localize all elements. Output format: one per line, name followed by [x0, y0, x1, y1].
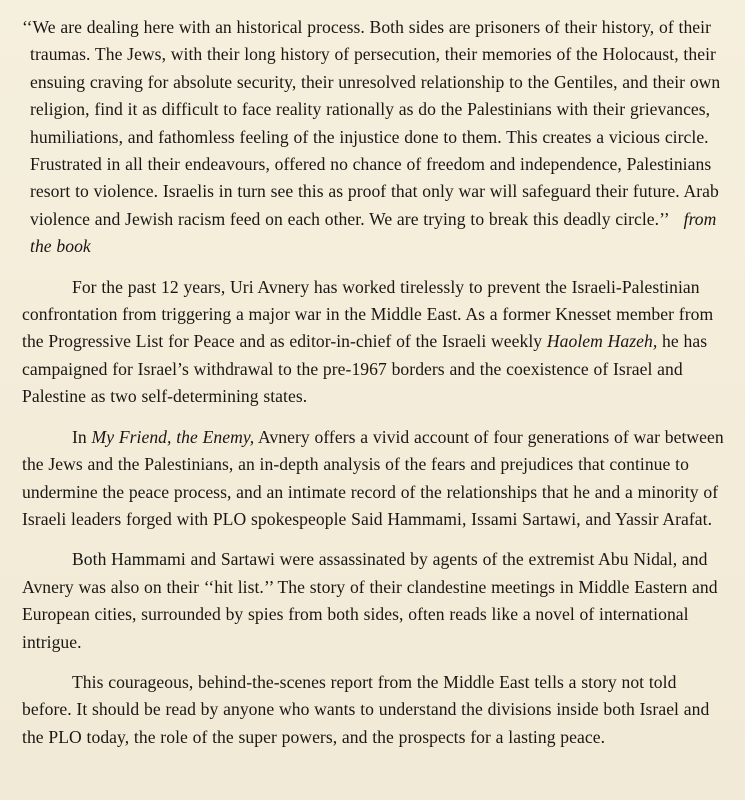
book-summary-paragraph [22, 424, 727, 534]
assassination-paragraph: Both Hammami and Sartawi were assassinated by agents of the extremist Abu Nidal, and Avnery was also on their ‘‘hit list.’’ The story of their clandestine meetings in Middle Eastern and European cities, surrounded by spies from both sides, often reads like a novel of international intrigue. [22, 549, 718, 652]
opening-quote-paragraph [22, 14, 727, 261]
author-background-text-1: For the past 12 years, Uri Avnery has worked tirelessly to prevent the Israeli-Palestinian confrontation from triggering a major war in the Middle East. As a former Knesset member from the Progressive List for Peace and as editor-in-chief of the Israeli weekly [22, 276, 714, 352]
publication-title: Haolem Hazeh, [546, 331, 658, 352]
book-title: My Friend, the Enemy, [91, 426, 255, 447]
author-background-paragraph [22, 274, 727, 411]
book-summary-text-2: Avnery offers a vivid account of four generations of war between the Jews and the Palestinians, an in-depth analysis of the fears and prejudices that continue to undermine the peace process, and an intimate record of the relationships that he and a minority of Israeli leaders forged with PLO spokespeople Said Hammami, Issami Sartawi, and Yassir Arafat. [22, 426, 724, 529]
quote-text: ‘‘We are dealing here with an historical process. Both sides are prisoners of their history, of their traumas. The Jews, with their long history of persecution, their memories of the Holocaust, their ensuing craving for absolute security, their unresolved relationship to the Gentiles, and their own religion, find it as difficult to face reality rationally as do the Palestinians with their grievances, humiliations, and fathomless feeling of the injustice done to them. This creates a vicious circle. Frustrated in all their endeavours, offered no chance of freedom and independence, Palestinians resort to violence. Israelis in turn see this as proof that only war will safeguard their future. Arab violence and Jewish racism feed on each other. We are trying to break this deadly circle.’’ [22, 17, 721, 229]
author-background-text-2: he has campaigned for Israel’s withdrawal to the pre-1967 borders and the coexistence of Israel and Palestine as two self-determining states. [22, 331, 708, 407]
quote-source: from the book [30, 208, 717, 257]
book-summary-text-1: In [72, 426, 92, 447]
closing-paragraph: This courageous, behind-the-scenes report from the Middle East tells a story not told before. It should be read by anyone who wants to understand the divisions inside both Israel and the PLO today, the role of the super powers, and the prospects for a lasting peace. [22, 671, 710, 747]
